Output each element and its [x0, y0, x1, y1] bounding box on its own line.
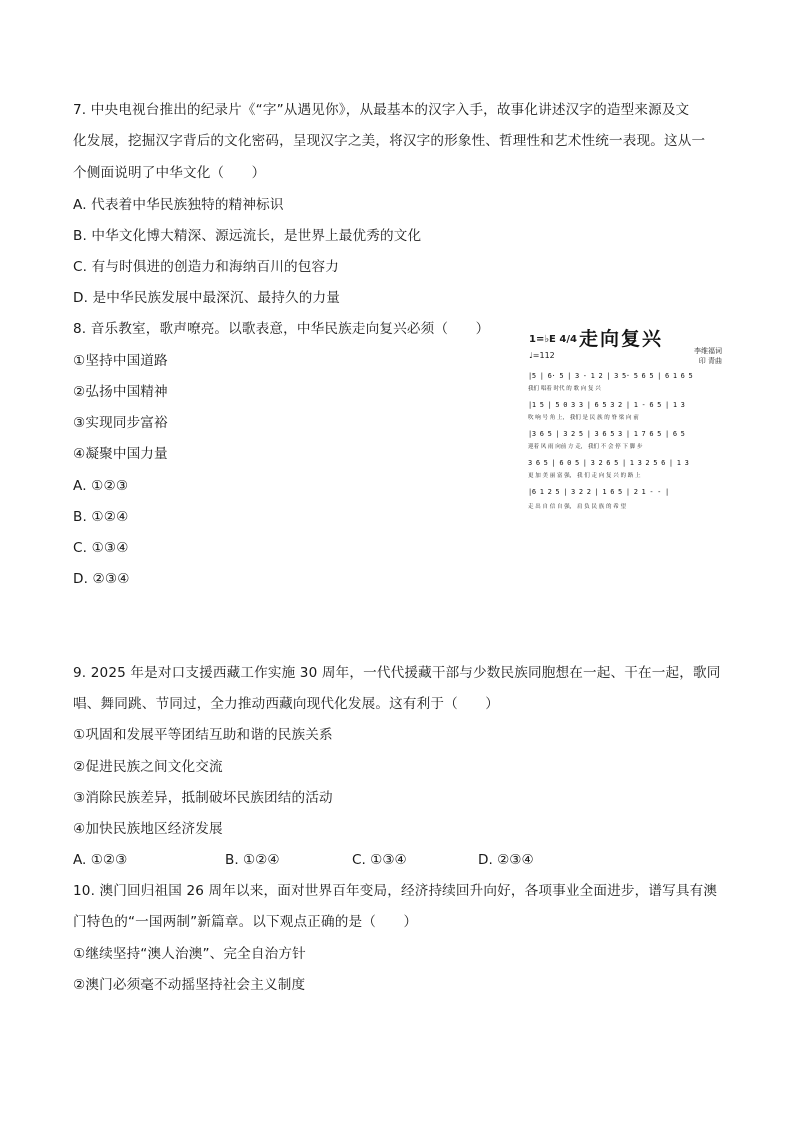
music-lyric-row-5: 走 出 自 信 自 强， 肩 负 民 族 的 希 望	[528, 504, 626, 509]
q8-option-a: A. ①②③	[73, 478, 129, 494]
q8-option-d: D. ②③④	[73, 571, 130, 587]
music-lyric-row-3: 迎着 风 雨 向前 方 走， 我们 不 会 停 下 脚 步	[528, 444, 643, 449]
q9-item-3: ③消除民族差异，抵制破坏民族团结的活动	[73, 790, 333, 806]
music-lyric-row-1: 我们 唱着 时代 的 歌 向 复 兴	[528, 386, 601, 391]
q10-stem-line-2: 门特色的“一国两制”新篇章。以下观点正确的是（ ）	[73, 914, 418, 930]
q9-item-4: ④加快民族地区经济发展	[73, 821, 223, 837]
sheet-music-figure	[524, 322, 726, 520]
q8-item-3: ③实现同步富裕	[73, 415, 168, 431]
q7-stem-line-2: 化发展，挖掘汉字背后的文化密码，呈现汉字之美，将汉字的形象性、哲理性和艺术性统一表现。这从一	[73, 133, 706, 149]
q8-option-b: B. ①②④	[73, 509, 129, 525]
q9-item-2: ②促进民族之间文化交流	[73, 759, 223, 775]
q8-option-c: C. ①③④	[73, 540, 129, 556]
q10-stem-line-1: 10. 澳门回归祖国 26 周年以来，面对世界百年变局，经济持续回升向好，各项事业全面进步，谱写具有澳	[73, 883, 718, 899]
music-notes-row-5: |6 1 2 5 | 3 2 2 | 1 6 5 | 2 1 - - |	[528, 488, 669, 496]
music-lyricist: 李维福词	[694, 347, 722, 355]
q8-item-1: ①坚持中国道路	[73, 353, 168, 369]
music-key-signature: 1=♭E 4/4	[529, 334, 577, 345]
q7-option-b: B. 中华文化博大精深、源远流长，是世界上最优秀的文化	[73, 228, 422, 244]
music-notes-row-4: 3 6 5 | 6 0 5 | 3 2 6 5 | 1 3 2 5 6 | 1 3	[528, 459, 689, 467]
music-notes-row-3: |3 6 5 | 3 2 5 | 3 6 5 3 | 1 7 6 5 | 6 5	[528, 430, 685, 438]
q8-stem: 8. 音乐教室，歌声嘹亮。以歌表意，中华民族走向复兴必须（ ）	[73, 321, 490, 337]
q8-item-4: ④凝聚中国力量	[73, 446, 168, 462]
q9-option-d: D. ②③④	[478, 852, 534, 868]
q9-stem-line-1: 9. 2025 年是对口支援西藏工作实施 30 周年，一代代援藏干部与少数民族同胞想在一起、干在一起，歌同	[73, 665, 721, 681]
music-tempo: ♩=112	[529, 351, 555, 360]
q10-item-2: ②澳门必须毫不动摇坚持社会主义制度	[73, 977, 306, 993]
q7-option-a: A. 代表着中华民族独特的精神标识	[73, 197, 284, 213]
music-title: 走向复兴	[579, 328, 664, 350]
music-lyric-row-2: 吹 响 号 角 上， 我们 是 民 族 的 脊 梁 向 前	[528, 415, 639, 420]
q9-stem-line-2: 唱、舞同跳、节同过，全力推动西藏向现代化发展。这有利于（ ）	[73, 696, 500, 712]
q9-option-a: A. ①②③	[73, 852, 128, 868]
music-notes-row-1: |5 | 6· 5 | 3 - 1 2 | 3 5· 5 6 5 | 6 1 6 5	[528, 372, 693, 380]
music-composer: 印 青曲	[698, 357, 722, 365]
q9-item-1: ①巩固和发展平等团结互助和谐的民族关系	[73, 727, 333, 743]
q7-stem-line-1: 7. 中央电视台推出的纪录片《“字”从遇见你》，从最基本的汉字入手，故事化讲述汉字的造型来源及文	[73, 102, 690, 118]
q7-option-d: D. 是中华民族发展中最深沉、最持久的力量	[73, 290, 340, 306]
q10-item-1: ①继续坚持“澳人治澳”、完全自治方针	[73, 946, 306, 962]
q7-stem-line-3: 个侧面说明了中华文化（ ）	[73, 165, 266, 181]
q8-item-2: ②弘扬中国精神	[73, 384, 168, 400]
music-lyric-row-4: 更 加 美 丽 富 强， 我 们 走 向 复 兴 的 路 上	[528, 473, 641, 478]
q7-option-c: C. 有与时俱进的创造力和海纳百川的包容力	[73, 259, 339, 275]
q9-option-b: B. ①②④	[225, 852, 280, 868]
q9-option-c: C. ①③④	[352, 852, 407, 868]
music-notes-row-2: |1 5 | 5 0 3 3 | 6 5 3 2 | 1 - 6 5 | 1 3	[528, 401, 685, 409]
